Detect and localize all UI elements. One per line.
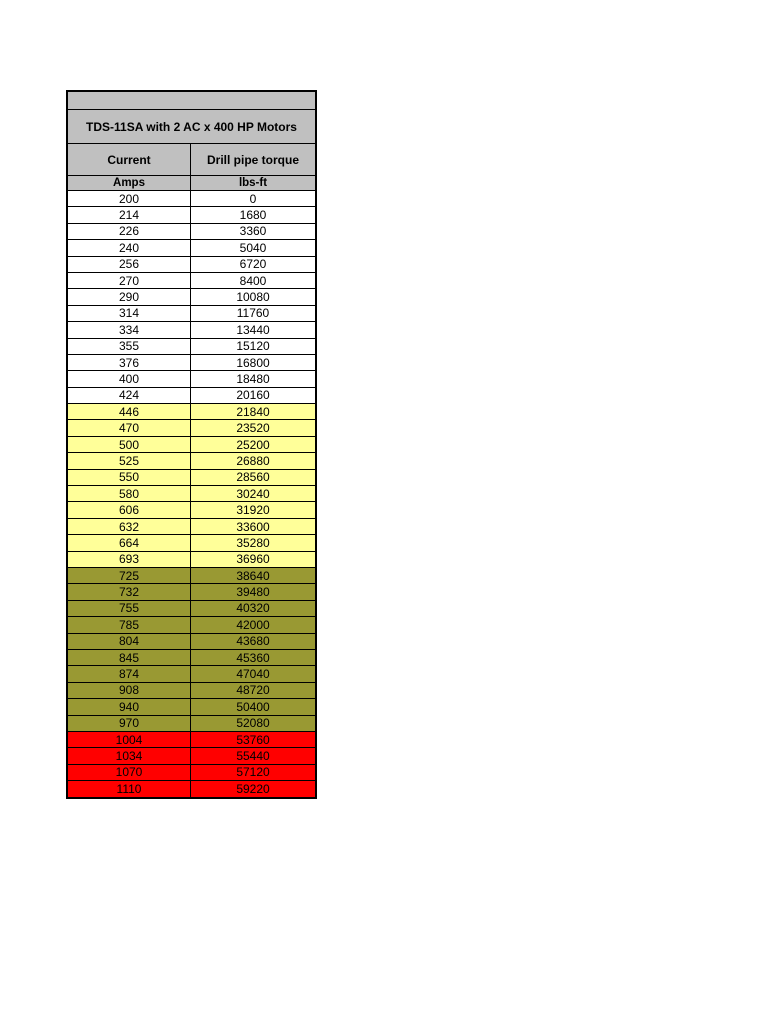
torque-cell: 59220: [236, 782, 270, 797]
amps-cell: 845: [68, 650, 191, 665]
amps-cell: 1070: [68, 765, 191, 780]
table-row: [68, 289, 315, 305]
amps-cell: 908: [68, 683, 191, 698]
table-row: [68, 453, 315, 469]
amps-cell: 632: [68, 519, 191, 534]
amps-cell: 424: [68, 388, 191, 403]
table-row: [68, 781, 315, 797]
amps-cell: 200: [68, 191, 191, 206]
torque-cell: 38640: [236, 568, 270, 583]
torque-cell: 35280: [236, 535, 270, 550]
amps-cell: 400: [68, 371, 191, 386]
torque-cell: 40320: [236, 601, 270, 616]
torque-cell: 26880: [236, 453, 270, 468]
torque-cell: 13440: [236, 322, 270, 337]
amps-cell: 732: [68, 584, 191, 599]
amps-cell: 580: [68, 486, 191, 501]
table-row: [68, 683, 315, 699]
amps-cell: 290: [68, 289, 191, 304]
amps-cell: 693: [68, 552, 191, 567]
amps-cell: 240: [68, 240, 191, 255]
torque-cell: 48720: [236, 683, 270, 698]
amps-cell: 376: [68, 355, 191, 370]
torque-cell: 30240: [236, 486, 270, 501]
table-row: [68, 437, 315, 453]
amps-cell: 970: [68, 716, 191, 731]
unit-lbs-ft: lbs-ft: [238, 177, 268, 189]
table-row: [68, 322, 315, 338]
amps-cell: 550: [68, 470, 191, 485]
unit-row: [68, 176, 315, 191]
torque-cell: 45360: [236, 650, 270, 665]
amps-cell: 725: [68, 568, 191, 583]
torque-cell: 42000: [236, 617, 270, 632]
amps-cell: 500: [68, 437, 191, 452]
amps-cell: 355: [68, 339, 191, 354]
torque-cell: 28560: [236, 470, 270, 485]
amps-cell: 785: [68, 617, 191, 632]
torque-cell: 50400: [236, 699, 270, 714]
table-row: [68, 716, 315, 732]
amps-cell: 874: [68, 666, 191, 681]
torque-cell: 20160: [236, 388, 270, 403]
amps-cell: 214: [68, 207, 191, 222]
amps-cell: 470: [68, 420, 191, 435]
table-row: [68, 207, 315, 223]
torque-cell: 52080: [236, 716, 270, 731]
amps-cell: 1110: [68, 781, 191, 797]
torque-cell: 43680: [236, 634, 270, 649]
table-row: [68, 748, 315, 764]
table-row: [68, 552, 315, 568]
table-row: [68, 617, 315, 633]
amps-cell: 804: [68, 634, 191, 649]
header-row: [68, 144, 315, 176]
table-row: [68, 404, 315, 420]
table-row: [68, 371, 315, 387]
table-row: [68, 191, 315, 207]
torque-cell: 0: [249, 191, 257, 206]
table-row: [68, 601, 315, 617]
torque-cell: 57120: [236, 765, 270, 780]
table-row: [68, 634, 315, 650]
torque-cell: 15120: [236, 339, 270, 354]
header-current: Current: [68, 144, 191, 175]
torque-cell: 47040: [236, 667, 270, 682]
torque-cell: 6720: [239, 257, 267, 272]
torque-cell: 3360: [239, 224, 267, 239]
amps-cell: 446: [68, 404, 191, 419]
amps-cell: 270: [68, 273, 191, 288]
table-body: [68, 191, 315, 797]
amps-cell: 334: [68, 322, 191, 337]
amps-cell: 314: [68, 306, 191, 321]
torque-cell: 23520: [236, 421, 270, 436]
table-row: [68, 273, 315, 289]
torque-cell: 18480: [236, 371, 270, 386]
table-row: [68, 584, 315, 600]
torque-cell: 1680: [239, 208, 267, 223]
header-torque: Drill pipe torque: [206, 152, 299, 167]
table-row: [68, 519, 315, 535]
table-row: [68, 535, 315, 551]
amps-cell: 664: [68, 535, 191, 550]
torque-cell: 21840: [236, 404, 270, 419]
torque-cell: 16800: [236, 355, 270, 370]
torque-cell: 53760: [236, 732, 270, 747]
amps-cell: 755: [68, 601, 191, 616]
table-row: [68, 355, 315, 371]
torque-cell: 25200: [236, 437, 270, 452]
torque-table: [66, 90, 317, 799]
table-row: [68, 420, 315, 436]
unit-amps: Amps: [68, 176, 191, 190]
table-row: [68, 502, 315, 518]
amps-cell: 1034: [68, 748, 191, 763]
amps-cell: 226: [68, 224, 191, 239]
table-row: [68, 765, 315, 781]
table-row: [68, 257, 315, 273]
table-row: [68, 470, 315, 486]
torque-cell: 36960: [236, 552, 270, 567]
amps-cell: 256: [68, 257, 191, 272]
torque-cell: 8400: [239, 273, 267, 288]
table-row: [68, 666, 315, 682]
torque-cell: 55440: [236, 748, 270, 763]
table-top-band: [68, 92, 315, 110]
table-row: [68, 339, 315, 355]
table-row: [68, 306, 315, 322]
table-row: [68, 699, 315, 715]
table-row: [68, 568, 315, 584]
torque-cell: 31920: [236, 503, 270, 518]
amps-cell: 606: [68, 502, 191, 517]
table-row: [68, 732, 315, 748]
table-row: [68, 486, 315, 502]
torque-cell: 5040: [239, 240, 267, 255]
amps-cell: 1004: [68, 732, 191, 747]
table-title: TDS-11SA with 2 AC x 400 HP Motors: [68, 110, 315, 144]
table-row: [68, 224, 315, 240]
torque-cell: 11760: [236, 306, 270, 321]
table-row: [68, 650, 315, 666]
amps-cell: 525: [68, 453, 191, 468]
table-row: [68, 240, 315, 256]
torque-cell: 33600: [236, 519, 270, 534]
table-row: [68, 388, 315, 404]
amps-cell: 940: [68, 699, 191, 714]
torque-cell: 39480: [236, 585, 270, 600]
torque-cell: 10080: [236, 290, 270, 305]
